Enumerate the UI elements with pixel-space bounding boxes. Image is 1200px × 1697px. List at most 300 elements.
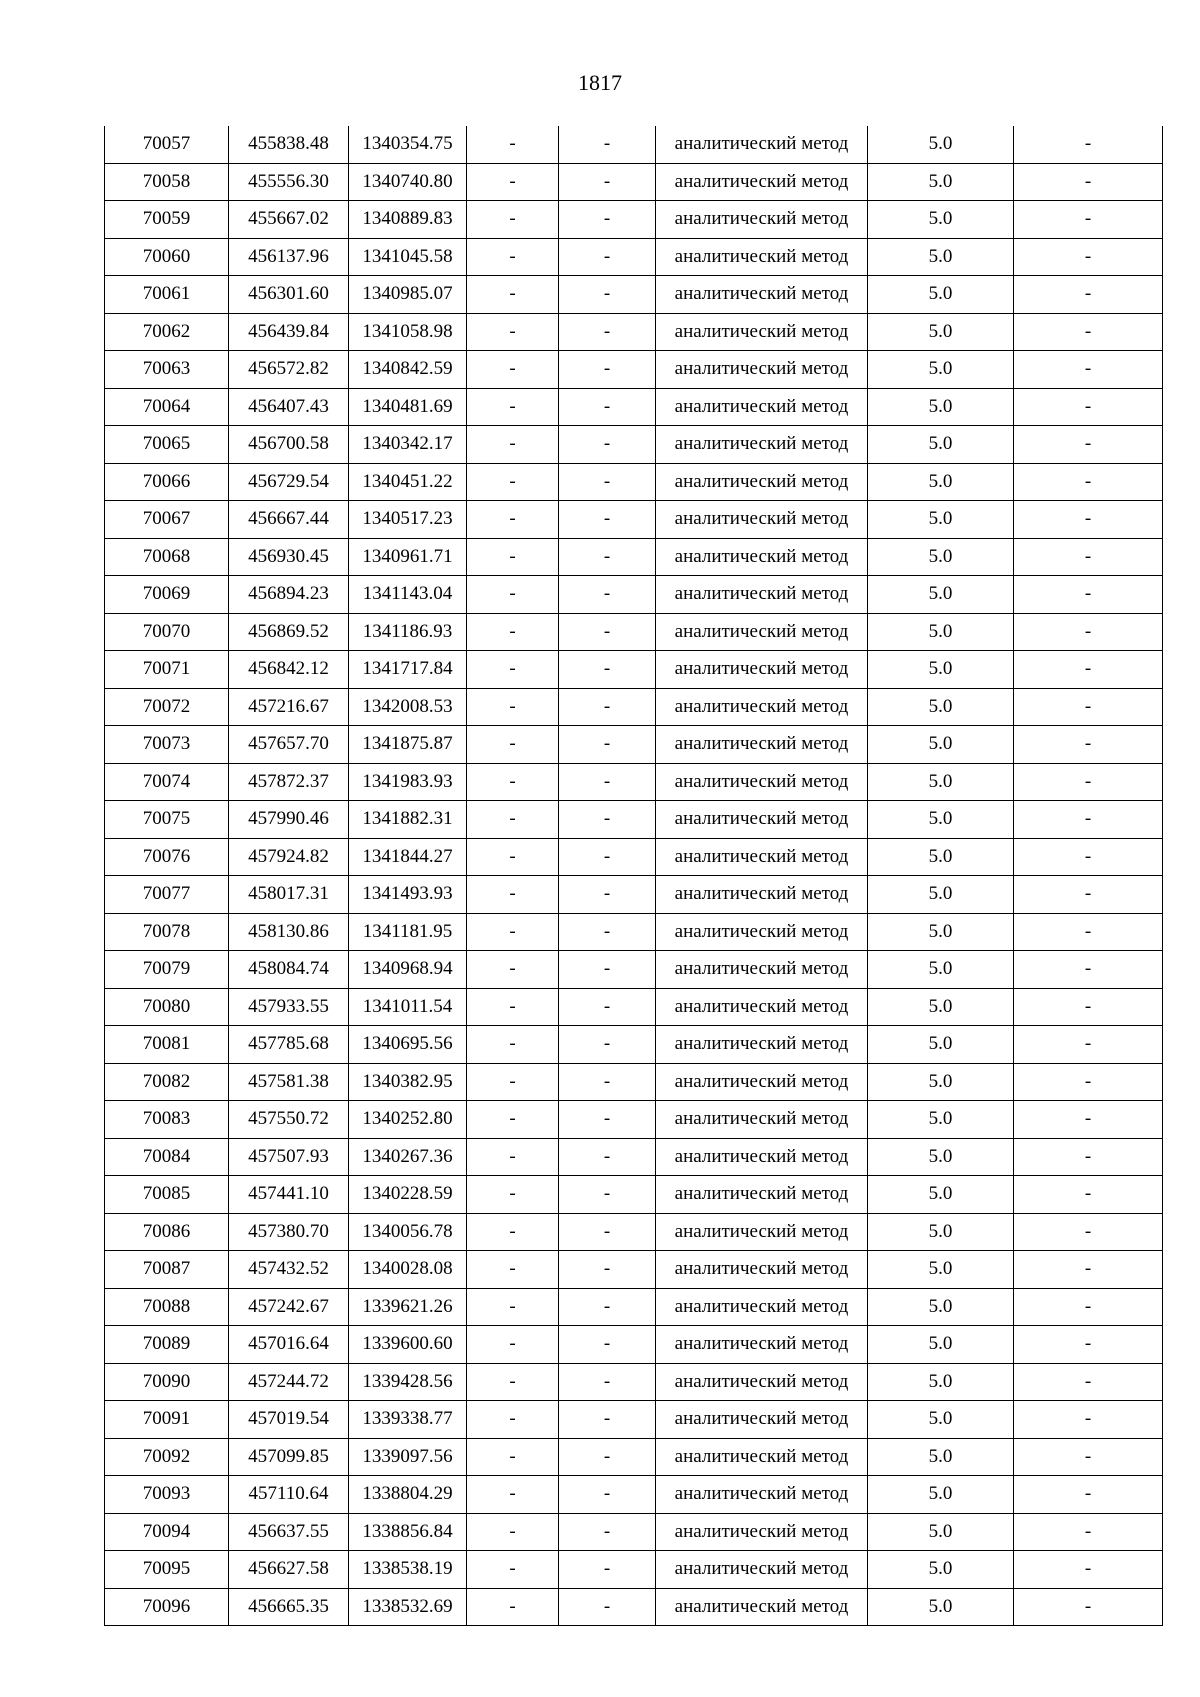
method-cell: аналитический метод [656,726,868,764]
empty-cell-3: - [1014,276,1163,314]
empty-cell-1: - [467,1438,559,1476]
table-row [105,613,1163,651]
empty-cell-1: - [467,163,559,201]
table-row [105,276,1163,314]
accuracy-cell: 5.0 [868,763,1014,801]
accuracy-cell: 5.0 [868,1476,1014,1514]
point-id-cell: 70092 [105,1438,229,1476]
y-coordinate-cell: 1340382.95 [349,1063,467,1101]
table-row [105,1063,1163,1101]
point-id-cell: 70065 [105,426,229,464]
empty-cell-3: - [1014,463,1163,501]
y-coordinate-cell: 1338804.29 [349,1476,467,1514]
empty-cell-2: - [559,501,656,539]
method-cell: аналитический метод [656,276,868,314]
empty-cell-3: - [1014,1588,1163,1626]
table-row [105,1551,1163,1589]
x-coordinate-cell: 457432.52 [229,1251,349,1289]
empty-cell-3: - [1014,1026,1163,1064]
x-coordinate-cell: 456572.82 [229,351,349,389]
table-row [105,651,1163,689]
y-coordinate-cell: 1340517.23 [349,501,467,539]
empty-cell-1: - [467,463,559,501]
point-id-cell: 70059 [105,201,229,239]
y-coordinate-cell: 1341844.27 [349,838,467,876]
empty-cell-3: - [1014,388,1163,426]
table-row [105,1213,1163,1251]
empty-cell-1: - [467,1251,559,1289]
empty-cell-3: - [1014,1251,1163,1289]
empty-cell-1: - [467,576,559,614]
point-id-cell: 70088 [105,1288,229,1326]
method-cell: аналитический метод [656,426,868,464]
method-cell: аналитический метод [656,1176,868,1214]
table-row [105,1101,1163,1139]
empty-cell-2: - [559,763,656,801]
accuracy-cell: 5.0 [868,1588,1014,1626]
table-row [105,163,1163,201]
y-coordinate-cell: 1340252.80 [349,1101,467,1139]
table-row [105,201,1163,239]
empty-cell-3: - [1014,313,1163,351]
table-row [105,313,1163,351]
accuracy-cell: 5.0 [868,1551,1014,1589]
empty-cell-3: - [1014,1476,1163,1514]
x-coordinate-cell: 456137.96 [229,238,349,276]
accuracy-cell: 5.0 [868,501,1014,539]
method-cell: аналитический метод [656,538,868,576]
empty-cell-2: - [559,913,656,951]
y-coordinate-cell: 1341493.93 [349,876,467,914]
table-row [105,426,1163,464]
table-row [105,1363,1163,1401]
x-coordinate-cell: 457016.64 [229,1326,349,1364]
y-coordinate-cell: 1340968.94 [349,951,467,989]
accuracy-cell: 5.0 [868,388,1014,426]
empty-cell-2: - [559,388,656,426]
x-coordinate-cell: 457110.64 [229,1476,349,1514]
method-cell: аналитический метод [656,201,868,239]
empty-cell-3: - [1014,1101,1163,1139]
empty-cell-3: - [1014,1438,1163,1476]
empty-cell-1: - [467,126,559,163]
accuracy-cell: 5.0 [868,426,1014,464]
point-id-cell: 70089 [105,1326,229,1364]
empty-cell-2: - [559,163,656,201]
y-coordinate-cell: 1340985.07 [349,276,467,314]
y-coordinate-cell: 1339338.77 [349,1401,467,1439]
x-coordinate-cell: 456665.35 [229,1588,349,1626]
point-id-cell: 70066 [105,463,229,501]
point-id-cell: 70069 [105,576,229,614]
method-cell: аналитический метод [656,876,868,914]
accuracy-cell: 5.0 [868,688,1014,726]
empty-cell-1: - [467,763,559,801]
empty-cell-1: - [467,913,559,951]
empty-cell-3: - [1014,576,1163,614]
empty-cell-1: - [467,313,559,351]
empty-cell-2: - [559,688,656,726]
empty-cell-3: - [1014,838,1163,876]
empty-cell-2: - [559,1438,656,1476]
accuracy-cell: 5.0 [868,126,1014,163]
point-id-cell: 70091 [105,1401,229,1439]
accuracy-cell: 5.0 [868,1401,1014,1439]
method-cell: аналитический метод [656,1251,868,1289]
empty-cell-2: - [559,1026,656,1064]
empty-cell-3: - [1014,163,1163,201]
empty-cell-3: - [1014,1213,1163,1251]
table-row [105,1401,1163,1439]
method-cell: аналитический метод [656,238,868,276]
empty-cell-2: - [559,1101,656,1139]
empty-cell-2: - [559,801,656,839]
table-row [105,351,1163,389]
y-coordinate-cell: 1338856.84 [349,1513,467,1551]
empty-cell-3: - [1014,1363,1163,1401]
point-id-cell: 70062 [105,313,229,351]
method-cell: аналитический метод [656,913,868,951]
y-coordinate-cell: 1340695.56 [349,1026,467,1064]
accuracy-cell: 5.0 [868,313,1014,351]
x-coordinate-cell: 456667.44 [229,501,349,539]
point-id-cell: 70087 [105,1251,229,1289]
point-id-cell: 70070 [105,613,229,651]
y-coordinate-cell: 1340961.71 [349,538,467,576]
empty-cell-3: - [1014,726,1163,764]
table-body [105,126,1163,1626]
accuracy-cell: 5.0 [868,613,1014,651]
empty-cell-1: - [467,726,559,764]
method-cell: аналитический метод [656,613,868,651]
empty-cell-3: - [1014,1063,1163,1101]
point-id-cell: 70096 [105,1588,229,1626]
empty-cell-1: - [467,351,559,389]
x-coordinate-cell: 457990.46 [229,801,349,839]
method-cell: аналитический метод [656,1438,868,1476]
y-coordinate-cell: 1341058.98 [349,313,467,351]
table-row [105,1513,1163,1551]
empty-cell-2: - [559,576,656,614]
accuracy-cell: 5.0 [868,1363,1014,1401]
method-cell: аналитический метод [656,1326,868,1364]
empty-cell-2: - [559,1176,656,1214]
empty-cell-2: - [559,876,656,914]
method-cell: аналитический метод [656,1138,868,1176]
y-coordinate-cell: 1340889.83 [349,201,467,239]
empty-cell-1: - [467,1401,559,1439]
empty-cell-3: - [1014,988,1163,1026]
empty-cell-2: - [559,951,656,989]
empty-cell-1: - [467,276,559,314]
empty-cell-2: - [559,276,656,314]
point-id-cell: 70081 [105,1026,229,1064]
accuracy-cell: 5.0 [868,913,1014,951]
method-cell: аналитический метод [656,1401,868,1439]
y-coordinate-cell: 1340267.36 [349,1138,467,1176]
empty-cell-3: - [1014,1138,1163,1176]
empty-cell-3: - [1014,126,1163,163]
empty-cell-2: - [559,463,656,501]
empty-cell-1: - [467,1551,559,1589]
x-coordinate-cell: 457380.70 [229,1213,349,1251]
accuracy-cell: 5.0 [868,1288,1014,1326]
x-coordinate-cell: 455556.30 [229,163,349,201]
accuracy-cell: 5.0 [868,951,1014,989]
empty-cell-2: - [559,201,656,239]
empty-cell-2: - [559,351,656,389]
table-row [105,126,1163,163]
empty-cell-3: - [1014,501,1163,539]
point-id-cell: 70077 [105,876,229,914]
x-coordinate-cell: 455838.48 [229,126,349,163]
x-coordinate-cell: 458017.31 [229,876,349,914]
empty-cell-1: - [467,1176,559,1214]
y-coordinate-cell: 1339600.60 [349,1326,467,1364]
empty-cell-1: - [467,1213,559,1251]
accuracy-cell: 5.0 [868,576,1014,614]
empty-cell-3: - [1014,651,1163,689]
table-row [105,388,1163,426]
empty-cell-3: - [1014,801,1163,839]
y-coordinate-cell: 1341717.84 [349,651,467,689]
method-cell: аналитический метод [656,1063,868,1101]
method-cell: аналитический метод [656,651,868,689]
empty-cell-2: - [559,613,656,651]
empty-cell-1: - [467,426,559,464]
accuracy-cell: 5.0 [868,876,1014,914]
empty-cell-3: - [1014,538,1163,576]
y-coordinate-cell: 1341181.95 [349,913,467,951]
y-coordinate-cell: 1339097.56 [349,1438,467,1476]
empty-cell-3: - [1014,426,1163,464]
empty-cell-3: - [1014,1176,1163,1214]
method-cell: аналитический метод [656,988,868,1026]
empty-cell-2: - [559,726,656,764]
empty-cell-2: - [559,988,656,1026]
point-id-cell: 70060 [105,238,229,276]
empty-cell-2: - [559,126,656,163]
empty-cell-3: - [1014,351,1163,389]
method-cell: аналитический метод [656,763,868,801]
y-coordinate-cell: 1340481.69 [349,388,467,426]
x-coordinate-cell: 456439.84 [229,313,349,351]
method-cell: аналитический метод [656,1513,868,1551]
point-id-cell: 70068 [105,538,229,576]
method-cell: аналитический метод [656,576,868,614]
empty-cell-1: - [467,201,559,239]
y-coordinate-cell: 1340342.17 [349,426,467,464]
empty-cell-1: - [467,876,559,914]
table-row [105,726,1163,764]
x-coordinate-cell: 456869.52 [229,613,349,651]
table-row [105,688,1163,726]
method-cell: аналитический метод [656,1213,868,1251]
x-coordinate-cell: 457019.54 [229,1401,349,1439]
empty-cell-3: - [1014,238,1163,276]
y-coordinate-cell: 1340842.59 [349,351,467,389]
accuracy-cell: 5.0 [868,838,1014,876]
method-cell: аналитический метод [656,388,868,426]
method-cell: аналитический метод [656,1551,868,1589]
x-coordinate-cell: 457924.82 [229,838,349,876]
x-coordinate-cell: 457933.55 [229,988,349,1026]
accuracy-cell: 5.0 [868,463,1014,501]
empty-cell-1: - [467,838,559,876]
y-coordinate-cell: 1341186.93 [349,613,467,651]
method-cell: аналитический метод [656,126,868,163]
empty-cell-3: - [1014,201,1163,239]
y-coordinate-cell: 1342008.53 [349,688,467,726]
accuracy-cell: 5.0 [868,1438,1014,1476]
accuracy-cell: 5.0 [868,1176,1014,1214]
empty-cell-1: - [467,1063,559,1101]
empty-cell-3: - [1014,688,1163,726]
y-coordinate-cell: 1341875.87 [349,726,467,764]
y-coordinate-cell: 1340028.08 [349,1251,467,1289]
empty-cell-1: - [467,1326,559,1364]
accuracy-cell: 5.0 [868,538,1014,576]
method-cell: аналитический метод [656,1588,868,1626]
point-id-cell: 70083 [105,1101,229,1139]
empty-cell-2: - [559,1326,656,1364]
empty-cell-1: - [467,651,559,689]
x-coordinate-cell: 458130.86 [229,913,349,951]
x-coordinate-cell: 458084.74 [229,951,349,989]
x-coordinate-cell: 457785.68 [229,1026,349,1064]
method-cell: аналитический метод [656,1026,868,1064]
empty-cell-2: - [559,1513,656,1551]
y-coordinate-cell: 1340056.78 [349,1213,467,1251]
accuracy-cell: 5.0 [868,1101,1014,1139]
table-row [105,1251,1163,1289]
table-row [105,876,1163,914]
y-coordinate-cell: 1339621.26 [349,1288,467,1326]
table-row [105,838,1163,876]
point-id-cell: 70057 [105,126,229,163]
x-coordinate-cell: 457507.93 [229,1138,349,1176]
point-id-cell: 70080 [105,988,229,1026]
empty-cell-1: - [467,1101,559,1139]
method-cell: аналитический метод [656,951,868,989]
accuracy-cell: 5.0 [868,1251,1014,1289]
empty-cell-3: - [1014,763,1163,801]
empty-cell-1: - [467,1288,559,1326]
table-row [105,1138,1163,1176]
empty-cell-1: - [467,951,559,989]
empty-cell-1: - [467,388,559,426]
x-coordinate-cell: 457244.72 [229,1363,349,1401]
empty-cell-2: - [559,313,656,351]
empty-cell-3: - [1014,1513,1163,1551]
method-cell: аналитический метод [656,351,868,389]
x-coordinate-cell: 457441.10 [229,1176,349,1214]
point-id-cell: 70063 [105,351,229,389]
point-id-cell: 70090 [105,1363,229,1401]
table-row [105,1588,1163,1626]
point-id-cell: 70094 [105,1513,229,1551]
table-row [105,1026,1163,1064]
empty-cell-2: - [559,1138,656,1176]
table-row [105,463,1163,501]
point-id-cell: 70058 [105,163,229,201]
accuracy-cell: 5.0 [868,651,1014,689]
table-row [105,763,1163,801]
empty-cell-1: - [467,1476,559,1514]
x-coordinate-cell: 456930.45 [229,538,349,576]
empty-cell-1: - [467,1588,559,1626]
empty-cell-3: - [1014,1326,1163,1364]
accuracy-cell: 5.0 [868,1513,1014,1551]
empty-cell-2: - [559,1213,656,1251]
point-id-cell: 70061 [105,276,229,314]
coordinates-table [104,126,1163,1626]
empty-cell-2: - [559,238,656,276]
table-row [105,1288,1163,1326]
method-cell: аналитический метод [656,463,868,501]
empty-cell-1: - [467,1513,559,1551]
accuracy-cell: 5.0 [868,1138,1014,1176]
table-row [105,238,1163,276]
empty-cell-2: - [559,838,656,876]
accuracy-cell: 5.0 [868,988,1014,1026]
y-coordinate-cell: 1338532.69 [349,1588,467,1626]
empty-cell-3: - [1014,1401,1163,1439]
accuracy-cell: 5.0 [868,726,1014,764]
method-cell: аналитический метод [656,163,868,201]
empty-cell-1: - [467,501,559,539]
accuracy-cell: 5.0 [868,1026,1014,1064]
empty-cell-1: - [467,1363,559,1401]
y-coordinate-cell: 1340740.80 [349,163,467,201]
accuracy-cell: 5.0 [868,1063,1014,1101]
x-coordinate-cell: 457242.67 [229,1288,349,1326]
x-coordinate-cell: 457099.85 [229,1438,349,1476]
accuracy-cell: 5.0 [868,163,1014,201]
point-id-cell: 70086 [105,1213,229,1251]
empty-cell-2: - [559,1551,656,1589]
method-cell: аналитический метод [656,313,868,351]
method-cell: аналитический метод [656,801,868,839]
point-id-cell: 70074 [105,763,229,801]
x-coordinate-cell: 457550.72 [229,1101,349,1139]
y-coordinate-cell: 1341011.54 [349,988,467,1026]
y-coordinate-cell: 1338538.19 [349,1551,467,1589]
empty-cell-2: - [559,1588,656,1626]
point-id-cell: 70073 [105,726,229,764]
empty-cell-2: - [559,1063,656,1101]
empty-cell-1: - [467,988,559,1026]
empty-cell-3: - [1014,951,1163,989]
table-row [105,538,1163,576]
table-row [105,576,1163,614]
empty-cell-2: - [559,1288,656,1326]
y-coordinate-cell: 1341882.31 [349,801,467,839]
method-cell: аналитический метод [656,838,868,876]
method-cell: аналитический метод [656,1363,868,1401]
method-cell: аналитический метод [656,1101,868,1139]
point-id-cell: 70093 [105,1476,229,1514]
point-id-cell: 70072 [105,688,229,726]
x-coordinate-cell: 457581.38 [229,1063,349,1101]
method-cell: аналитический метод [656,501,868,539]
x-coordinate-cell: 457657.70 [229,726,349,764]
empty-cell-3: - [1014,1288,1163,1326]
x-coordinate-cell: 456700.58 [229,426,349,464]
accuracy-cell: 5.0 [868,238,1014,276]
table-row [105,501,1163,539]
empty-cell-1: - [467,688,559,726]
